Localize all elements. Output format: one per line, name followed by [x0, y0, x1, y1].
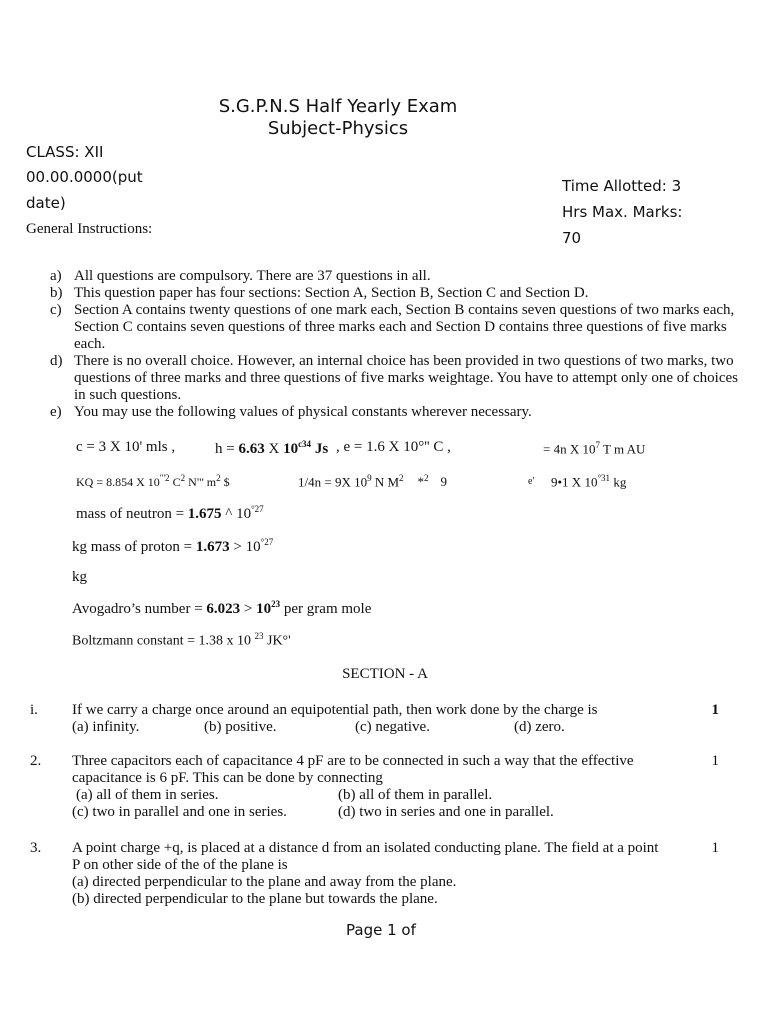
date-line-2: date) [26, 194, 66, 212]
instruction-item: c) Section A contains twenty questions of one mark each, Section B contains seven questions of two marks each, Section C contains seven questions of three marks each and Section D contains three questions of five marks each. [50, 302, 735, 352]
question-mark: 1 [711, 840, 719, 856]
instruction-item: a) All questions are compulsory. There are 37 questions in all. [50, 268, 431, 284]
question-number: i. [30, 702, 38, 718]
option-a: (a) infinity. [72, 719, 140, 735]
instruction-item: e) You may use the following values of physical constants wherever necessary. [50, 404, 532, 420]
question-number: 3. [30, 840, 42, 856]
option-c: (c) negative. [355, 719, 430, 735]
page-footer: Page 1 of [346, 921, 416, 939]
question-text: If we carry a charge once around an equipotential path, then work done by the charge is [72, 702, 598, 718]
constant-me-label: e' [528, 476, 535, 487]
options-row [72, 787, 692, 804]
question-text: capacitance is 6 pF. This can be done by connecting [72, 770, 383, 786]
constant-e: , e = 1.6 X 10°'' C , [336, 439, 451, 455]
constant-k: 1/4n = 9X $10^9$ N $M^2$ *$^2$ 9 [298, 473, 448, 490]
options-row [72, 719, 692, 736]
constant-kg: kg [72, 569, 87, 585]
question-1 [30, 702, 735, 736]
constant-proton: kg mass of proton = $1.673 > 10^{^\circ 27}$ [72, 537, 274, 555]
instructions-list [50, 268, 740, 421]
constant-mu: = 4n X $10^7$ T m AU [543, 440, 646, 457]
time-line-2: Hrs Max. Marks: [562, 203, 683, 221]
date-line-1: 00.00.0000(put [26, 168, 143, 186]
question-text: P on other side of the of the plane is [72, 857, 288, 873]
section-title: SECTION - A [342, 666, 428, 682]
class-label: CLASS: XII [26, 143, 104, 161]
option-a: (a) all of them in series. [76, 787, 219, 803]
question-mark: 1 [711, 702, 719, 718]
question-3 [30, 840, 735, 908]
constant-c: c = 3 X 10' mls , [76, 439, 176, 455]
option-b: (b) directed perpendicular to the plane but towards the plane. [72, 891, 438, 907]
option-b: (b) all of them in parallel. [338, 787, 493, 803]
option-c: (c) two in parallel and one in series. [72, 804, 287, 820]
constant-h: h = 6.63 X $10^{c34}$ Js [215, 439, 329, 457]
option-d: (d) zero. [514, 719, 565, 735]
question-mark: 1 [711, 753, 719, 769]
constant-neutron: mass of neutron = 1.675 ^ $10^{^\circ 27}$ [76, 504, 264, 522]
instruction-item: b) This question paper has four sections: Section A, Section B, Section C and Section D. [50, 285, 589, 301]
constant-boltzmann: Boltzmann constant = 1.38 x 10 $^{23}$ JK°' [72, 631, 291, 649]
option-a: (a) directed perpendicular to the plane and away from the plane. [72, 874, 457, 890]
constant-kq: KQ = 8.854 X $10^{"'2}$ $C^2$ N"' $m^2$ $ [76, 473, 230, 489]
question-2 [30, 753, 735, 821]
question-number: 2. [30, 753, 42, 769]
exam-title: S.G.P.N.S Half Yearly Exam [218, 96, 458, 117]
question-text: Three capacitors each of capacitance 4 pF are to be connected in such a way that the effective [72, 753, 634, 769]
constant-me: 9•1 X $10^{^\circ 31}$ kg [551, 473, 627, 490]
option-b: (b) positive. [204, 719, 277, 735]
question-text: A point charge +q, is placed at a distance d from an isolated conducting plane. The field at a point [72, 840, 659, 856]
options-row [72, 804, 692, 821]
subject-title: Subject-Physics [267, 118, 409, 139]
constant-avogadro: Avogadro’s number = $6.023 > 10^{23}$ per gram mole [72, 599, 372, 617]
option-d: (d) two in series and one in parallel. [338, 804, 554, 820]
instruction-item: d) There is no overall choice. However, an internal choice has been provided in two questions of two marks, two questions of three marks and three questions of five marks weightage. You have to attempt only one of choices in such questions. [50, 353, 739, 403]
max-marks-value: 70 [562, 229, 582, 247]
time-line-1: Time Allotted: 3 [562, 177, 682, 195]
general-instructions-heading: General Instructions: [26, 221, 153, 237]
